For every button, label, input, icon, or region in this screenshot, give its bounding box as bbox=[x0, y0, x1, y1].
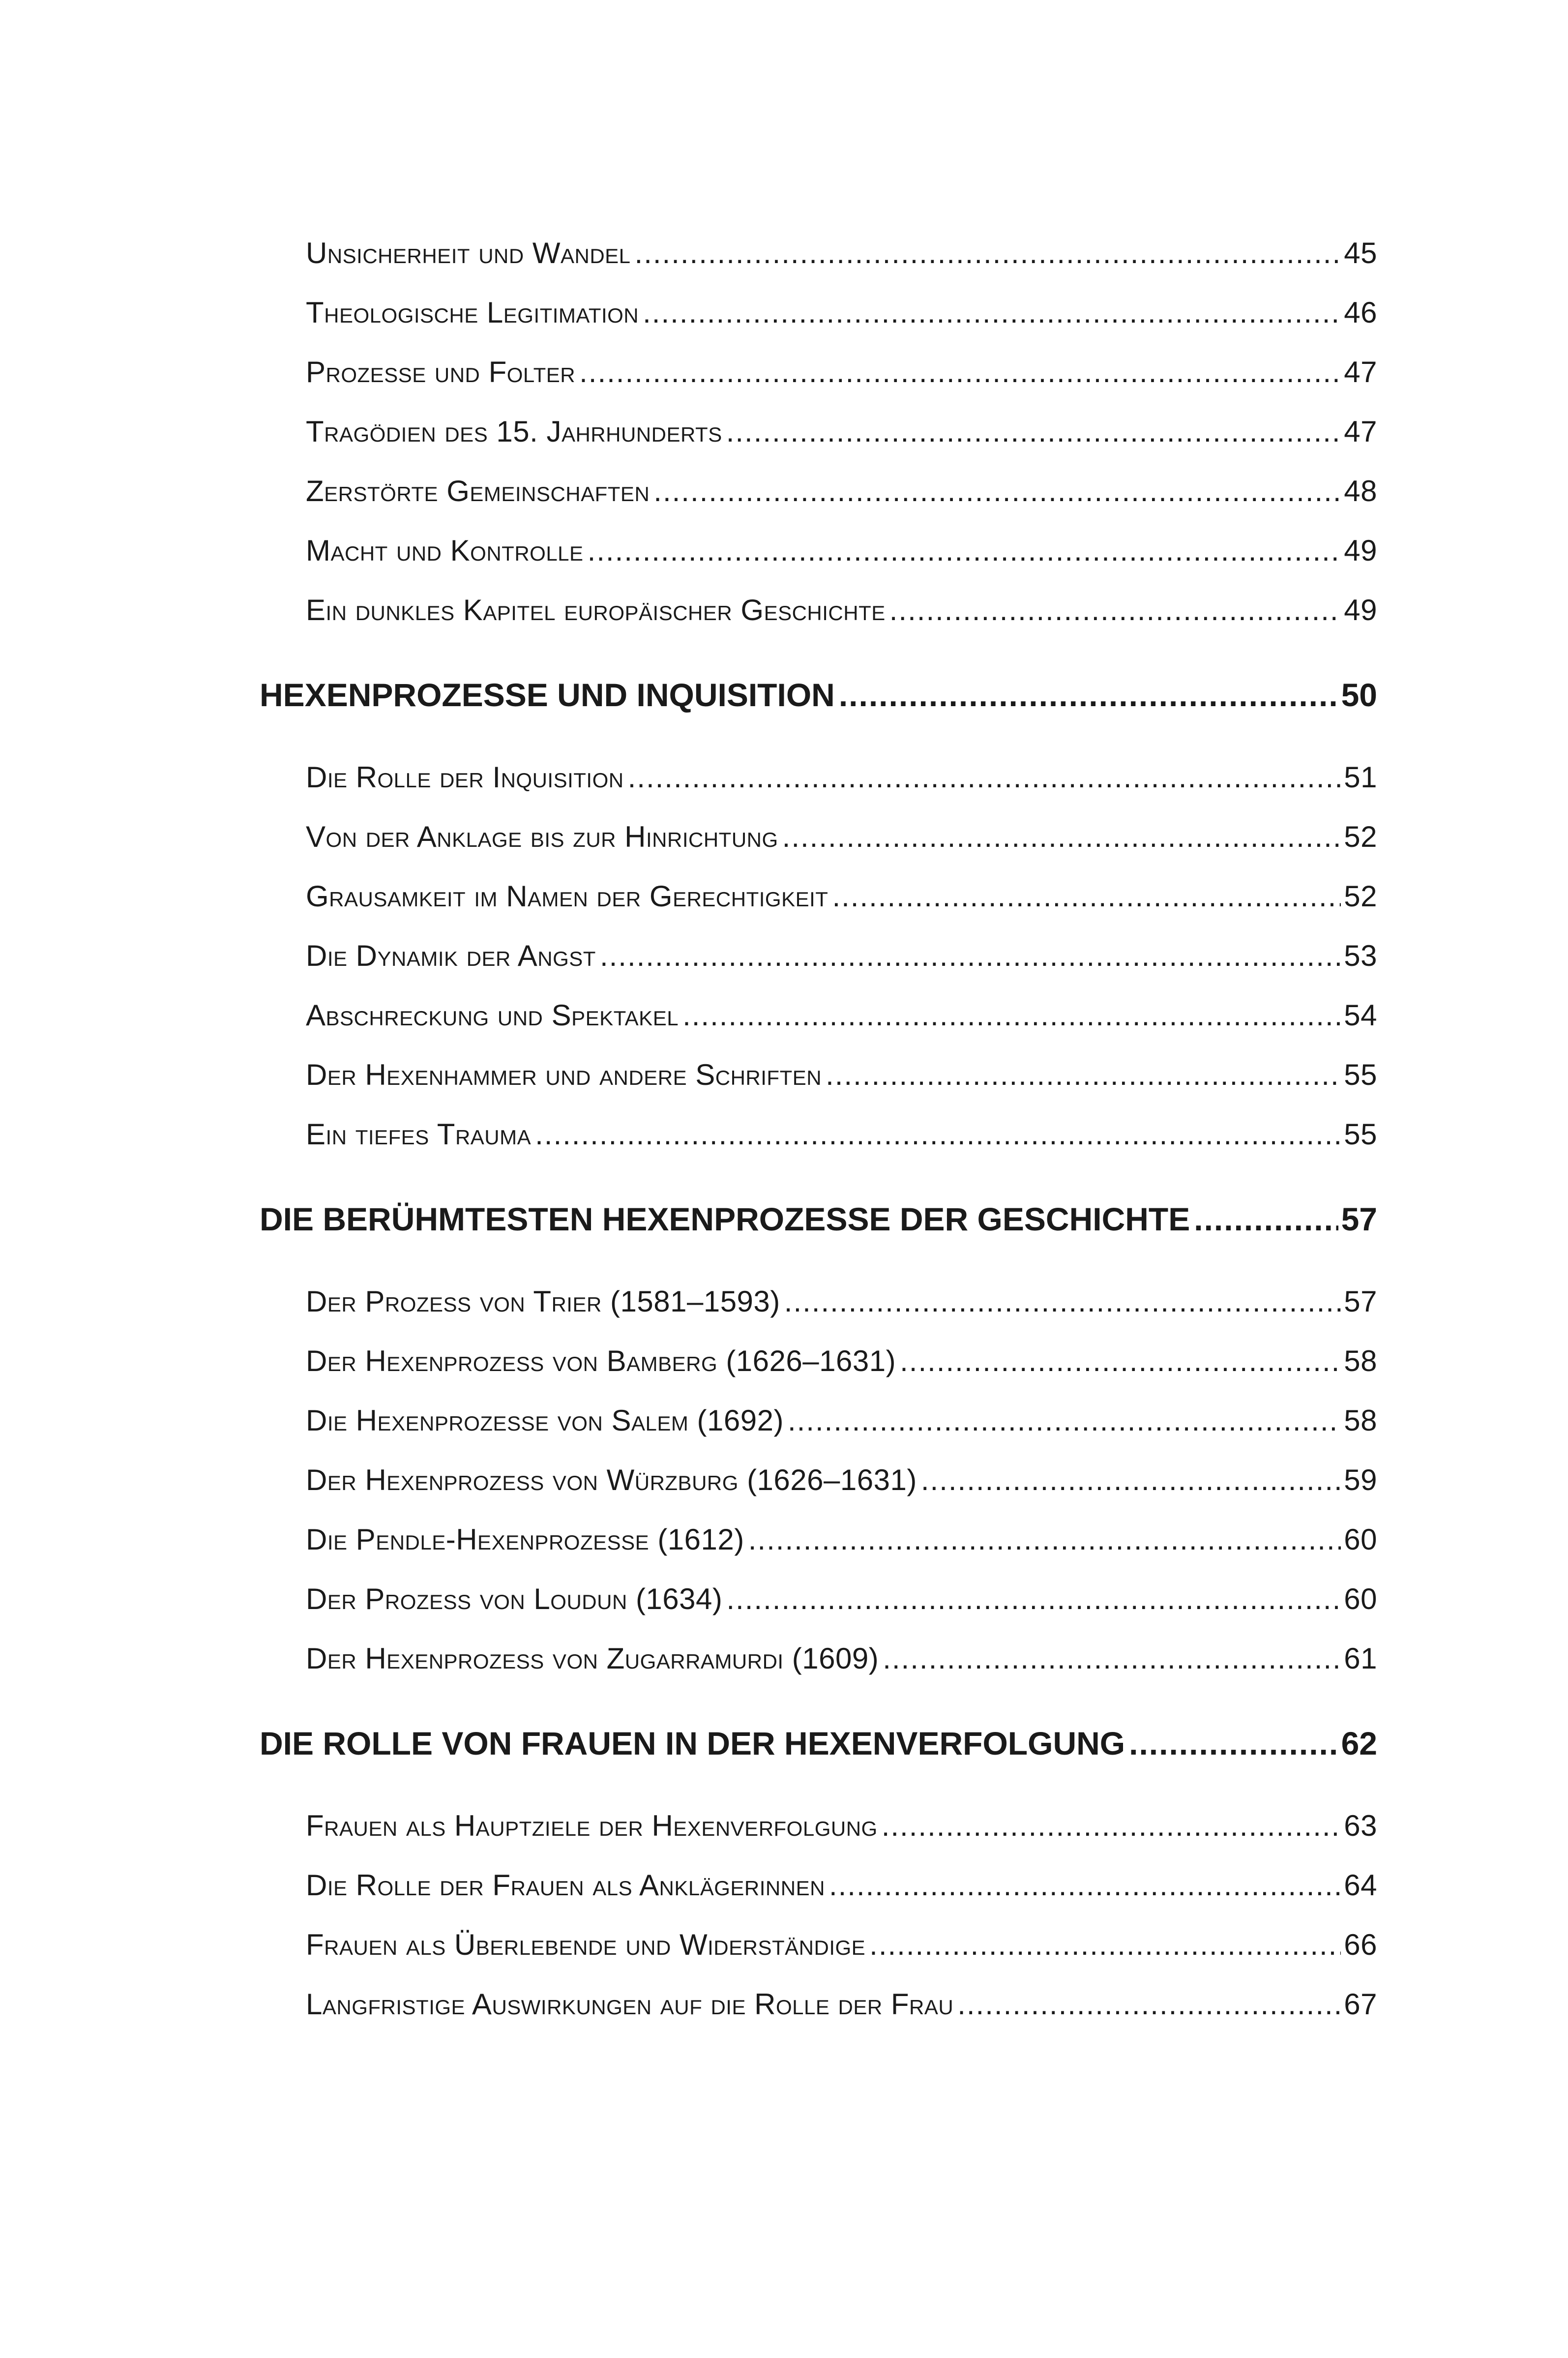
dot-leader bbox=[579, 355, 1341, 389]
toc-entry-title: Die Rolle der Frauen als Anklägerinnen bbox=[306, 1869, 825, 1902]
toc-entry-page: 55 bbox=[1344, 1058, 1377, 1091]
toc-entry-title: Der Hexenprozess von Bamberg (1626–1631) bbox=[306, 1344, 896, 1377]
toc-chapter-title: DIE ROLLE VON FRAUEN IN DER HEXENVERFOLGUNG bbox=[260, 1725, 1125, 1761]
toc-entry-page: 57 bbox=[1344, 1285, 1377, 1318]
toc-chapter-title: HEXENPROZESSE UND INQUISITION bbox=[260, 677, 835, 713]
toc-entry-prozess-bamberg[interactable] bbox=[306, 1344, 1377, 1378]
dot-leader bbox=[788, 1403, 1341, 1437]
toc-entry-dunkles-kapitel[interactable] bbox=[306, 593, 1377, 627]
toc-chapter-page: 62 bbox=[1341, 1725, 1377, 1761]
toc-entry-page: 52 bbox=[1344, 880, 1377, 913]
toc-entry-page: 60 bbox=[1344, 1523, 1377, 1556]
dot-leader bbox=[643, 296, 1341, 329]
toc-entry-page: 52 bbox=[1344, 820, 1377, 853]
toc-entry-page: 59 bbox=[1344, 1463, 1377, 1496]
toc-entry-title: Der Hexenprozess von Würzburg (1626–1631) bbox=[306, 1463, 917, 1496]
dot-leader bbox=[1129, 1725, 1338, 1762]
toc-entry-title: Frauen als Hauptziele der Hexenverfolgung bbox=[306, 1809, 878, 1842]
toc-entry-langfristige[interactable] bbox=[306, 1987, 1377, 2021]
toc-entry-title: Zerstörte Gemeinschaften bbox=[306, 475, 650, 507]
toc-entry-hexenhammer[interactable] bbox=[306, 1058, 1377, 1092]
toc-entry-title: Prozesse und Folter bbox=[306, 356, 576, 388]
toc-entry-page: 67 bbox=[1344, 1988, 1377, 2021]
dot-leader bbox=[826, 1058, 1341, 1092]
toc-entry-tiefes-trauma[interactable] bbox=[306, 1117, 1377, 1151]
dot-leader bbox=[869, 1928, 1341, 1962]
toc-entry-theologische[interactable] bbox=[306, 296, 1377, 329]
dot-leader bbox=[832, 879, 1341, 913]
toc-entry-title: Tragödien des 15. Jahrhunderts bbox=[306, 415, 722, 448]
toc-entry-page: 54 bbox=[1344, 999, 1377, 1032]
dot-leader bbox=[882, 1809, 1341, 1843]
toc-entry-title: Theologische Legitimation bbox=[306, 296, 639, 329]
toc-entry-title: Die Pendle-Hexenprozesse (1612) bbox=[306, 1523, 744, 1556]
dot-leader bbox=[748, 1522, 1341, 1556]
toc-entry-title: Die Rolle der Inquisition bbox=[306, 761, 624, 794]
toc-entry-page: 66 bbox=[1344, 1928, 1377, 1961]
toc-entry-title: Von der Anklage bis zur Hinrichtung bbox=[306, 820, 778, 853]
toc-entry-title: Der Hexenhammer und andere Schriften bbox=[306, 1058, 822, 1091]
dot-leader bbox=[628, 760, 1341, 794]
dot-leader bbox=[1194, 1200, 1338, 1238]
toc-entry-page: 60 bbox=[1344, 1582, 1377, 1615]
toc-entry-macht[interactable] bbox=[306, 534, 1377, 567]
toc-entry-tragoedien[interactable] bbox=[306, 415, 1377, 448]
toc-entry-title: Grausamkeit im Namen der Gerechtigkeit bbox=[306, 880, 828, 913]
toc-entry-abschreckung[interactable] bbox=[306, 998, 1377, 1032]
toc-entry-unsicherheit[interactable] bbox=[306, 236, 1377, 270]
toc-entry-grausamkeit[interactable] bbox=[306, 879, 1377, 913]
toc-entry-zerstoerte[interactable] bbox=[306, 474, 1377, 508]
toc-entry-title: Der Prozess von Trier (1581–1593) bbox=[306, 1285, 780, 1318]
toc-entry-page: 49 bbox=[1344, 534, 1377, 567]
dot-leader bbox=[588, 534, 1341, 567]
toc-entry-page: 58 bbox=[1344, 1344, 1377, 1377]
toc-entry-page: 47 bbox=[1344, 356, 1377, 388]
dot-leader bbox=[726, 1582, 1341, 1616]
toc-entry-title: Ein dunkles Kapitel europäischer Geschichte bbox=[306, 594, 886, 627]
toc-entry-page: 58 bbox=[1344, 1404, 1377, 1437]
toc-chapter-page: 50 bbox=[1341, 677, 1377, 713]
toc-chapter-page: 57 bbox=[1341, 1201, 1377, 1237]
toc-entry-page: 49 bbox=[1344, 594, 1377, 627]
toc-entry-page: 51 bbox=[1344, 761, 1377, 794]
dot-leader bbox=[839, 676, 1338, 714]
dot-leader bbox=[829, 1868, 1341, 1902]
toc-entry-prozesse-salem[interactable] bbox=[306, 1403, 1377, 1437]
toc-entry-prozess-wuerzburg[interactable] bbox=[306, 1463, 1377, 1497]
toc-entry-title: Die Dynamik der Angst bbox=[306, 939, 596, 972]
dot-leader bbox=[784, 1284, 1341, 1318]
dot-leader bbox=[682, 998, 1341, 1032]
toc-entry-anklaegerinnen[interactable] bbox=[306, 1868, 1377, 1902]
toc-entry-title: Ein tiefes Trauma bbox=[306, 1118, 532, 1151]
toc-entry-rolle-inquisition[interactable] bbox=[306, 760, 1377, 794]
toc-entry-title: Abschreckung und Spektakel bbox=[306, 999, 679, 1032]
toc-entry-page: 61 bbox=[1344, 1642, 1377, 1675]
toc-entry-page: 46 bbox=[1344, 296, 1377, 329]
dot-leader bbox=[726, 415, 1341, 448]
toc-entry-page: 45 bbox=[1344, 237, 1377, 269]
toc-entry-dynamik-angst[interactable] bbox=[306, 939, 1377, 973]
dot-leader bbox=[535, 1117, 1341, 1151]
toc-entry-ueberlebende[interactable] bbox=[306, 1928, 1377, 1962]
dot-leader bbox=[889, 593, 1341, 627]
dot-leader bbox=[635, 236, 1341, 270]
toc-chapter-rolle-frauen[interactable] bbox=[260, 1725, 1377, 1762]
dot-leader bbox=[900, 1344, 1341, 1378]
toc-entry-page: 64 bbox=[1344, 1869, 1377, 1902]
toc-entry-page: 53 bbox=[1344, 939, 1377, 972]
toc-entry-pendle[interactable] bbox=[306, 1522, 1377, 1556]
dot-leader bbox=[921, 1463, 1341, 1497]
toc-chapter-beruehmteste-prozesse[interactable] bbox=[260, 1200, 1377, 1238]
toc-entry-title: Unsicherheit und Wandel bbox=[306, 237, 631, 269]
toc-entry-title: Die Hexenprozesse von Salem (1692) bbox=[306, 1404, 784, 1437]
toc-entry-page: 63 bbox=[1344, 1809, 1377, 1842]
toc-entry-prozesse-folter[interactable] bbox=[306, 355, 1377, 389]
dot-leader bbox=[957, 1987, 1341, 2021]
toc-entry-page: 55 bbox=[1344, 1118, 1377, 1151]
dot-leader bbox=[883, 1642, 1341, 1675]
toc-entry-title: Der Prozess von Loudun (1634) bbox=[306, 1582, 723, 1615]
toc-entry-page: 47 bbox=[1344, 415, 1377, 448]
toc-chapter-hexenprozesse-inquisition[interactable] bbox=[260, 676, 1377, 714]
dot-leader bbox=[600, 939, 1341, 973]
toc-entry-zugarramurdi[interactable] bbox=[306, 1642, 1377, 1675]
toc-entry-prozess-trier[interactable] bbox=[306, 1284, 1377, 1318]
toc-entry-title: Macht und Kontrolle bbox=[306, 534, 584, 567]
toc-chapter-title: DIE BERÜHMTESTEN HEXENPROZESSE DER GESCHICHTE bbox=[260, 1201, 1190, 1237]
dot-leader bbox=[782, 820, 1341, 854]
toc-entry-page: 48 bbox=[1344, 475, 1377, 507]
toc-entry-prozess-loudun[interactable] bbox=[306, 1582, 1377, 1616]
dot-leader bbox=[653, 474, 1341, 508]
toc-entry-title: Frauen als Überlebende und Widerständige bbox=[306, 1928, 866, 1961]
toc-entry-hauptziele[interactable] bbox=[306, 1809, 1377, 1843]
toc-entry-title: Langfristige Auswirkungen auf die Rolle der Frau bbox=[306, 1988, 954, 2021]
toc-entry-title: Der Hexenprozess von Zugarramurdi (1609) bbox=[306, 1642, 879, 1675]
toc-entry-anklage-hinrichtung[interactable] bbox=[306, 820, 1377, 854]
